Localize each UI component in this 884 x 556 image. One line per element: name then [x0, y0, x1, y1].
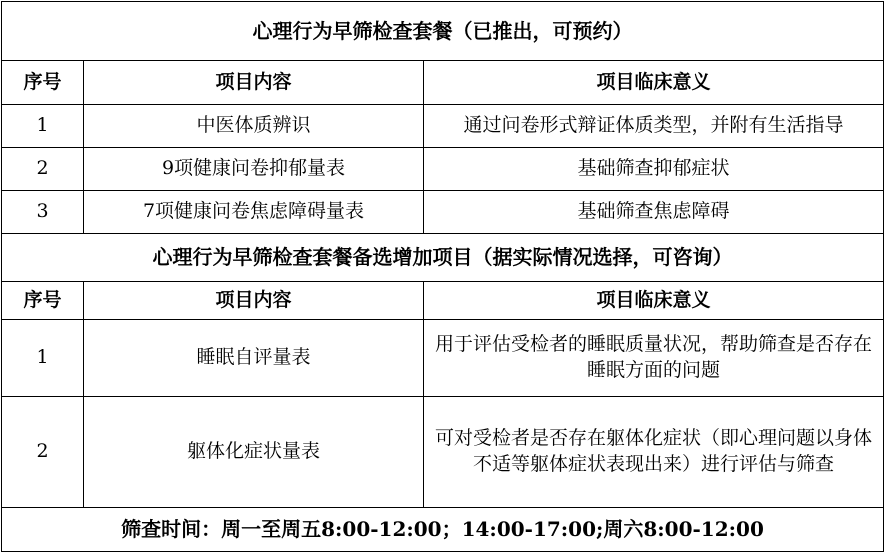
row-item: 7项健康问卷焦虑障碍量表	[84, 191, 424, 234]
row-item: 睡眠自评量表	[84, 320, 424, 397]
table-row	[2, 148, 884, 191]
row-item: 躯体化症状量表	[84, 397, 424, 508]
table-row	[2, 105, 884, 148]
row-meaning: 通过问卷形式辩证体质类型，并附有生活指导	[424, 105, 884, 148]
schedule-row	[2, 508, 884, 552]
header-meaning: 项目临床意义	[424, 61, 884, 105]
schedule-text: 筛查时间：周一至周五8:00-12:00；14:00-17:00;周六8:00-12:00	[2, 508, 884, 552]
header-item: 项目内容	[84, 282, 424, 320]
screening-table	[1, 1, 884, 552]
header-no: 序号	[2, 282, 84, 320]
header-no: 序号	[2, 61, 84, 105]
table-row	[2, 320, 884, 397]
row-meaning: 用于评估受检者的睡眠质量状况，帮助筛查是否存在睡眠方面的问题	[424, 320, 884, 397]
main-header-row	[2, 61, 884, 105]
header-item: 项目内容	[84, 61, 424, 105]
row-no: 3	[2, 191, 84, 234]
header-meaning: 项目临床意义	[424, 282, 884, 320]
row-no: 1	[2, 105, 84, 148]
optional-package-title-row	[2, 234, 884, 282]
optional-header-row	[2, 282, 884, 320]
row-meaning: 基础筛查焦虑障碍	[424, 191, 884, 234]
main-package-title: 心理行为早筛检查套餐（已推出，可预约）	[2, 2, 884, 61]
row-no: 2	[2, 148, 84, 191]
row-item: 9项健康问卷抑郁量表	[84, 148, 424, 191]
table-row	[2, 191, 884, 234]
row-no: 2	[2, 397, 84, 508]
main-package-title-row	[2, 2, 884, 61]
optional-package-title: 心理行为早筛检查套餐备选增加项目（据实际情况选择，可咨询）	[2, 234, 884, 282]
table-row	[2, 397, 884, 508]
row-no: 1	[2, 320, 84, 397]
row-meaning: 基础筛查抑郁症状	[424, 148, 884, 191]
row-item: 中医体质辨识	[84, 105, 424, 148]
row-meaning: 可对受检者是否存在躯体化症状（即心理问题以身体不适等躯体症状表现出来）进行评估与筛查	[424, 397, 884, 508]
